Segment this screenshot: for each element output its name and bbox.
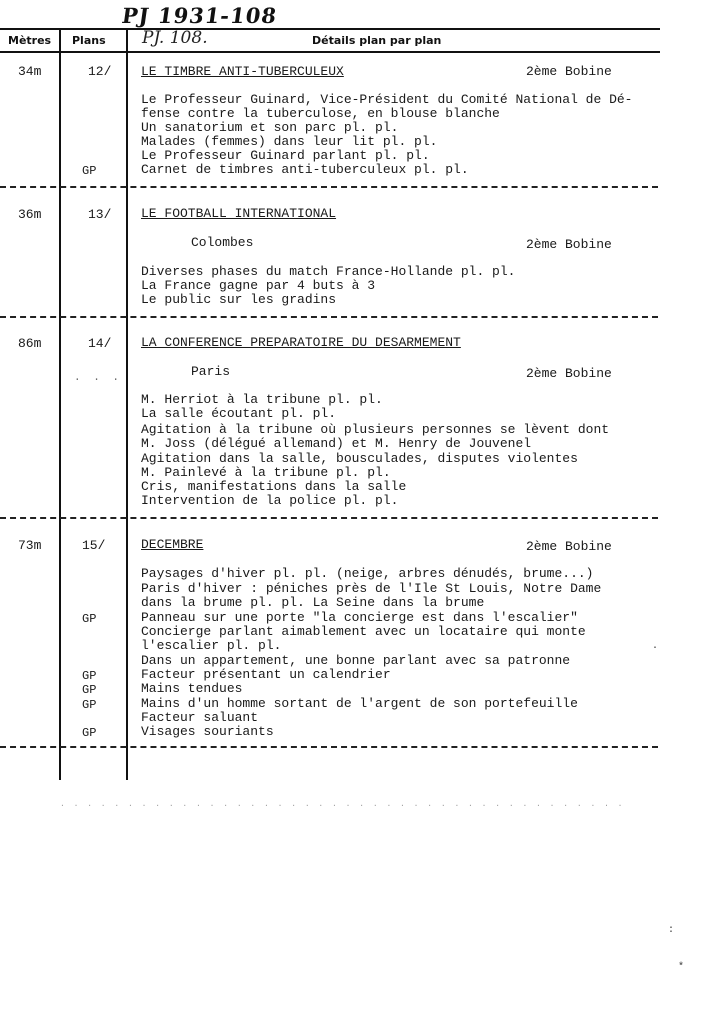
section-place: Paris <box>191 364 231 379</box>
column-header-plans: Plans <box>72 34 106 47</box>
handwritten-reference: PJ. 108. <box>142 28 208 48</box>
detail-line: M. Painlevé à la tribune pl. pl. <box>141 465 391 480</box>
section-title: DECEMBRE <box>141 537 204 552</box>
column-rule-plans <box>126 28 128 780</box>
column-header-metres: Mètres <box>8 34 52 47</box>
detail-line: Intervention de la police pl. pl. <box>141 493 399 508</box>
gp-mark: GP <box>82 683 97 697</box>
dotted-marks: . . . <box>74 372 123 384</box>
detail-line: l'escalier pl. pl. <box>141 638 282 653</box>
handwritten-archive-code: PJ 1931-108 <box>120 3 279 28</box>
detail-line: Le Professeur Guinard parlant pl. pl. <box>141 148 430 163</box>
bobine-label: 2ème Bobine <box>526 237 612 252</box>
section-place: Colombes <box>191 235 254 250</box>
column-rule-metres <box>59 28 61 780</box>
column-header-details: Détails plan par plan <box>312 34 442 47</box>
detail-line: dans la brume pl. pl. La Seine dans la brume <box>141 595 485 610</box>
detail-line: Facteur présentant un calendrier <box>141 667 391 682</box>
detail-line: fense contre la tuberculose, en blouse blanche <box>141 106 500 121</box>
detail-line: Mains tendues <box>141 681 243 696</box>
section-divider <box>0 517 658 519</box>
section-divider <box>0 316 658 318</box>
detail-line: Facteur saluant <box>141 710 259 725</box>
plan-number: 15/ <box>82 538 106 553</box>
scan-speck: · <box>652 643 659 654</box>
section-metres: 86m <box>18 336 42 351</box>
gp-mark: GP <box>82 164 97 178</box>
detail-line: Panneau sur une porte "la concierge est dans l'escalier" <box>141 610 578 625</box>
section-metres: 34m <box>18 64 42 79</box>
detail-line: Un sanatorium et son parc pl. pl. <box>141 120 399 135</box>
section-metres: 36m <box>18 207 42 222</box>
detail-line: Diverses phases du match France-Hollande pl. pl. <box>141 264 516 279</box>
faint-dotted-rule: . . . . . . . . . . . . . . . . . . . . . . . . . . . . . . . . . . . . . . . . . . <box>60 800 625 809</box>
detail-line: Agitation à la tribune où plusieurs personnes se lèvent dont <box>141 422 610 437</box>
detail-line: Malades (femmes) dans leur lit pl. pl. <box>141 134 438 149</box>
gp-mark: GP <box>82 612 97 626</box>
detail-line: Dans un appartement, une bonne parlant avec sa patronne <box>141 653 571 668</box>
gp-mark: GP <box>82 669 97 683</box>
detail-line: La salle écoutant pl. pl. <box>141 406 337 421</box>
section-divider <box>0 186 658 188</box>
section-title: LA CONFERENCE PREPARATOIRE DU DESARMEMENT <box>141 335 461 350</box>
detail-line: Agitation dans la salle, bousculades, disputes violentes <box>141 451 578 466</box>
gp-mark: GP <box>82 698 97 712</box>
plan-number: 12/ <box>88 64 112 79</box>
header-top-rule <box>0 28 660 30</box>
section-divider <box>0 746 658 748</box>
detail-line: Paysages d'hiver pl. pl. (neige, arbres dénudés, brume...) <box>141 566 594 581</box>
plan-number: 13/ <box>88 207 112 222</box>
detail-line: Visages souriants <box>141 724 274 739</box>
detail-line: M. Herriot à la tribune pl. pl. <box>141 392 383 407</box>
scan-speck: : <box>668 925 675 936</box>
section-title: LE TIMBRE ANTI-TUBERCULEUX <box>141 64 344 79</box>
detail-line: La France gagne par 4 buts à 3 <box>141 278 376 293</box>
bobine-label: 2ème Bobine <box>526 539 612 554</box>
detail-line: Carnet de timbres anti-tuberculeux pl. pl. <box>141 162 469 177</box>
section-title: LE FOOTBALL INTERNATIONAL <box>141 206 337 221</box>
bobine-label: 2ème Bobine <box>526 64 612 79</box>
detail-line: M. Joss (délégué allemand) et M. Henry de Jouvenel <box>141 436 532 451</box>
detail-line: Mains d'un homme sortant de l'argent de son portefeuille <box>141 696 578 711</box>
bobine-label: 2ème Bobine <box>526 366 612 381</box>
detail-line: Cris, manifestations dans la salle <box>141 479 407 494</box>
detail-line: Le public sur les gradins <box>141 292 337 307</box>
header-bottom-rule <box>0 51 660 53</box>
scan-speck: * <box>678 962 685 973</box>
detail-line: Concierge parlant aimablement avec un locataire qui monte <box>141 624 586 639</box>
section-metres: 73m <box>18 538 42 553</box>
gp-mark: GP <box>82 726 97 740</box>
detail-line: Paris d'hiver : péniches près de l'Ile St Louis, Notre Dame <box>141 581 602 596</box>
plan-number: 14/ <box>88 336 112 351</box>
detail-line: Le Professeur Guinard, Vice-Président du Comité National de Dé- <box>141 92 633 107</box>
